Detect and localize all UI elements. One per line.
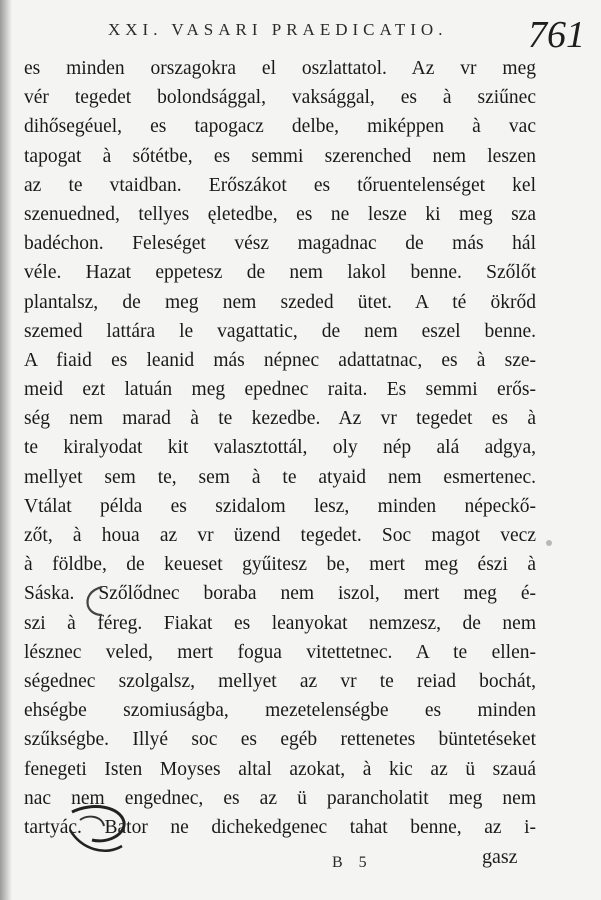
text-line: szenuedned, tellyes ęletedbe, es ne lesze ki meg sza [24,203,536,225]
running-title: XXI. VASARI PRAEDICATIO. [108,20,448,39]
text-line: véle. Hazat eppetesz de nem lakol benne. Szőlőt [24,262,536,284]
text-line: az te vtaidban. Erőszákot es tőruentelenséget kel [24,174,536,196]
body-text [24,54,536,842]
signature-mark: B 5 [332,854,373,871]
text-line: zőt, à houa az vr üzend tegedet. Soc magot vecz [24,525,536,546]
ink-speck [546,540,552,546]
flourish-ornament-icon [62,800,132,858]
text-line: ség nem marad à te kezedbe. Az vr tegedet es à [24,408,536,430]
text-line: lésznec veled, mert fogua vitettetnec. A te ellen- [24,641,536,663]
text-line: dihősegéuel, es tapogacz delbe, miképpen à vac [24,116,536,138]
text-line: tartyác. Bator ne dichekedgenec tahat benne, az i- [24,816,536,838]
text-line: tapogat à sőtétbe, es semmi szerenched nem leszen [24,145,536,167]
text-line: ehségbe szomiuságba, mezetelenségbe es minden [24,700,536,722]
text-line: mellyet sem te, sem à te atyaid nem esmertenec. [24,466,536,488]
text-line: es minden orszagokra el oszlattatol. Az vr meg [24,58,536,79]
text-line: à földbe, de keueset gyűitesz be, mert meg észi à [24,554,536,576]
bracket-ornament-icon [82,584,106,618]
text-line: szűkségbe. Illyé soc es egéb rettenetes büntetéseket [24,729,536,751]
text-line: szi à féreg. Fiakat es leanyokat nemzesz, de nem [24,612,536,634]
catchword: gasz [482,846,518,868]
text-line: plantalsz, de meg nem szeded ütet. A té ökrőd [24,291,536,313]
text-line: nac nem engednec, es az ü parancholatit meg nem [24,787,536,809]
text-line: vér tegedet bolondsággal, vaksággal, es à sziűnec [24,87,536,109]
text-line: ségednec szolgalsz, mellyet az vr te reiad bochát, [24,670,536,692]
text-line: fenegeti Isten Moyses altal azokat, à kic az ü szauá [24,758,536,780]
text-line: A fiaid es leanid más népnec adattatnac, es à sze- [24,349,536,371]
text-line: Sáska. Szőlődnec boraba nem iszol, mert meg é- [24,583,536,605]
page-number: 761 [528,14,585,56]
text-line: badéchon. Feleséget vész magadnac de más hál [24,233,536,255]
text-line: Vtálat példa es szidalom lesz, minden népeckő- [24,495,536,517]
text-line: szemed lattára le vagattatic, de nem eszel benne. [24,320,536,342]
text-line: meid ezt latuán meg epednec raita. Es semmi erős- [24,379,536,401]
text-line: te kiralyodat kit valasztottál, oly nép alá adgya, [24,437,536,459]
page-gutter-shadow [0,0,12,900]
